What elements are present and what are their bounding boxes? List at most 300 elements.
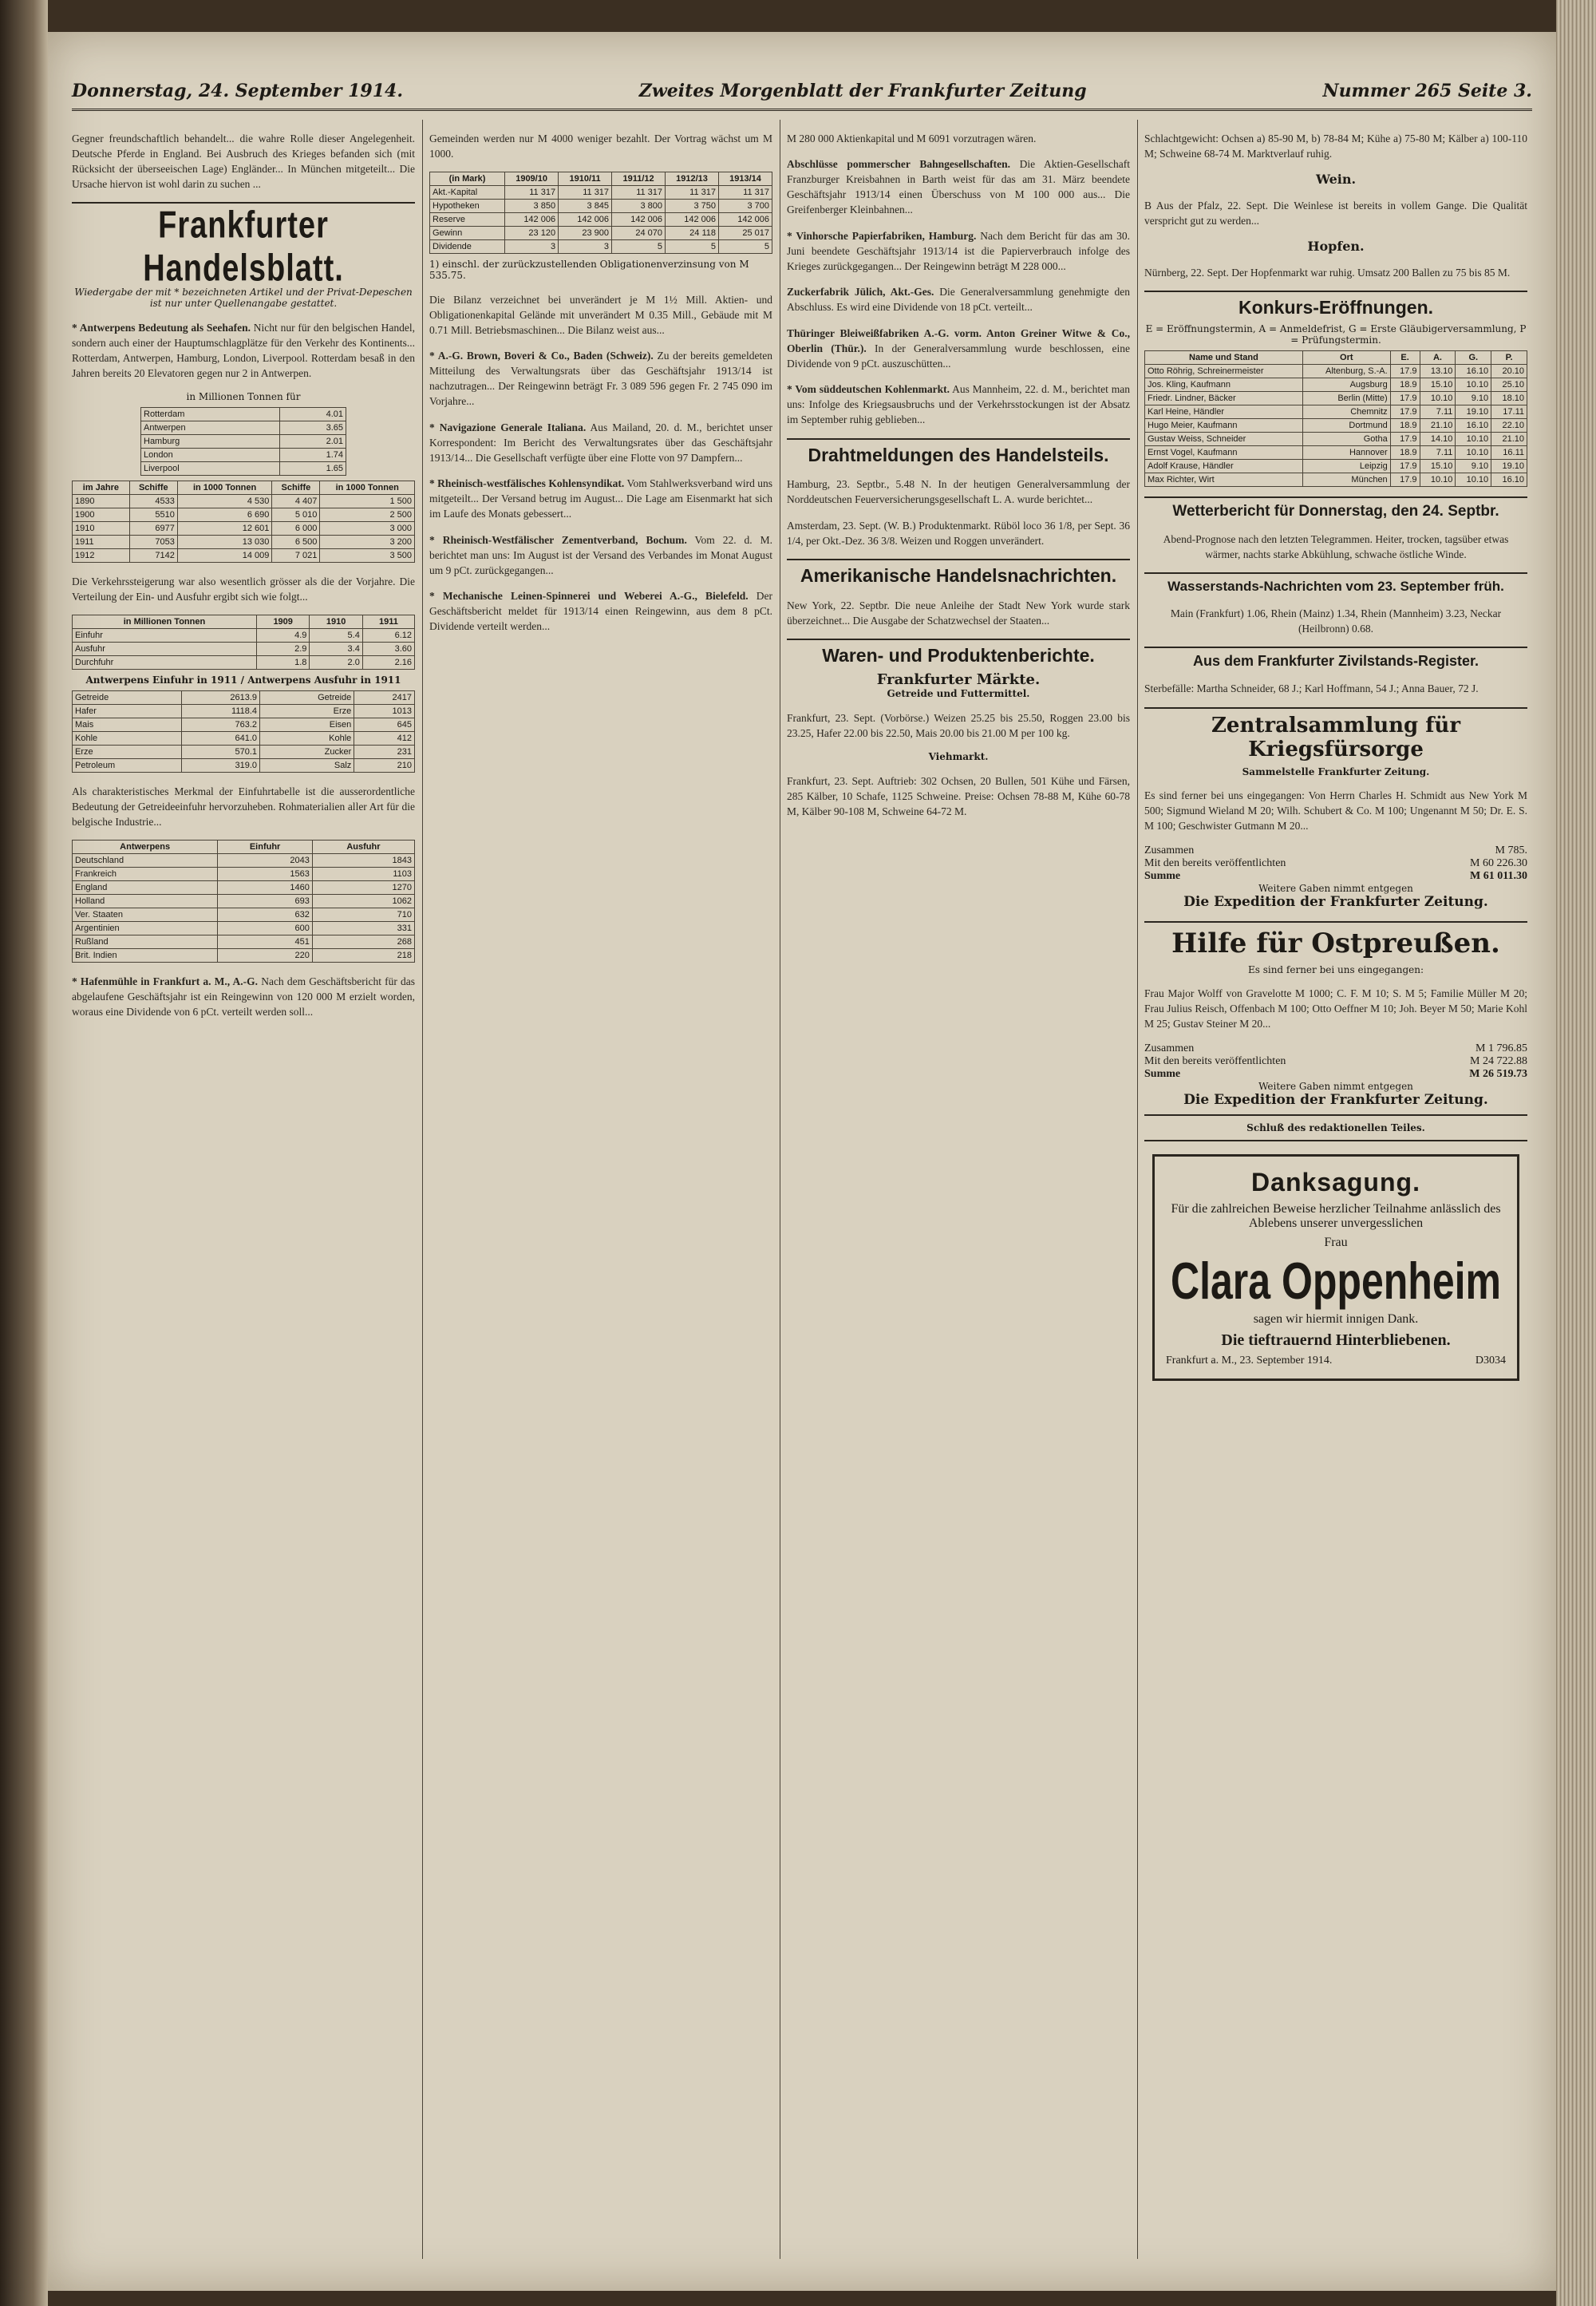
expedition-line: Die Expedition der Frankfurter Zeitung. [1183, 893, 1488, 910]
table-cell: 142 006 [612, 213, 666, 227]
table-cell: 1 500 [320, 495, 415, 508]
table-cell: 25 017 [718, 227, 772, 240]
article-text: Nürnberg, 22. Sept. Der Hopfenmarkt war ruhig. Umsatz 200 Ballen zu 75 bis 85 M. [1144, 266, 1511, 279]
table-cell: Mais [73, 718, 182, 732]
table-cell: 17.9 [1390, 365, 1420, 378]
article-text: B Aus der Pfalz, 22. Sept. Die Weinlese ist bereits in vollem Gange. Die Qualität verspricht gut zu werden... [1144, 199, 1527, 227]
table-cell: 1270 [312, 881, 414, 895]
table-cell: 3 750 [666, 200, 719, 213]
table-cell: Berlin (Mitte) [1302, 392, 1390, 405]
table-cell: 9.10 [1456, 460, 1491, 473]
table-cell: 3 200 [320, 536, 415, 549]
header-page: Nummer 265 Seite 3. [1322, 81, 1532, 101]
subsection-heading: Hopfen. [1307, 239, 1365, 254]
sum-row [1144, 857, 1527, 870]
article-text: Frau Major Wolff von Gravelotte M 1000; C. F. M 10; S. M 5; Familie Müller M 20; Frau Julius Reisch, Offenbach M 100; Otto Oeffner M 10; Joh. Beyer M 50; Marie Kohl M 25; Gustav Steiner M 20... [1144, 987, 1527, 1030]
table-cell: Adolf Krause, Händler [1145, 460, 1303, 473]
subsection-heading: Sammelstelle Frankfurter Zeitung. [1242, 765, 1430, 777]
sum-label: Summe [1144, 1067, 1181, 1080]
table-cell: 142 006 [666, 213, 719, 227]
table-cell: 19.10 [1491, 460, 1527, 473]
table-cell: 17.9 [1390, 405, 1420, 419]
table-cell: 23 900 [559, 227, 612, 240]
ad-text: Frau [1324, 1235, 1348, 1249]
sum-label: Zusammen [1144, 844, 1195, 856]
table-cell: 1460 [218, 881, 313, 895]
table-row [1145, 378, 1527, 392]
table-cell: 13 030 [177, 536, 272, 549]
article-heading: * Navigazione Generale Italiana. [429, 421, 587, 433]
article-text: Sterbefälle: Martha Schneider, 68 J.; Karl Hoffmann, 54 J.; Anna Bauer, 72 J. [1144, 682, 1479, 694]
table-cell: Rotterdam [141, 408, 280, 421]
article-text: Die Generalversammlung genehmigte den Abschluss. Es wird eine Dividende von 18 pCt. verteilt... [787, 286, 1130, 313]
page-header [72, 73, 1532, 111]
subsection-heading: Viehmarkt. [928, 751, 989, 762]
end-editorial-note: Schluß des redaktionellen Teiles. [1246, 1121, 1425, 1133]
table-cell: 710 [312, 908, 414, 922]
table-cell: Gotha [1302, 433, 1390, 446]
table-cell: 451 [218, 935, 313, 949]
table-cell: Durchfuhr [73, 656, 257, 670]
article-text: Main (Frankfurt) 1.06, Rhein (Mainz) 1.34, Rhein (Mannheim) 3.23, Neckar (Heilbronn) 0.68. [1170, 607, 1502, 635]
sum-row [1144, 1068, 1527, 1081]
page-stack-edge [1556, 0, 1596, 2306]
table-cell: 10.10 [1420, 473, 1456, 487]
article-text: New York, 22. Septbr. Die neue Anleihe der Stadt New York wurde stark überzeichnet... Die Ausgabe der Schatzwechsel der Staaten... [787, 599, 1130, 627]
article-text: Nach dem Bericht für das am 30. Juni beendete Geschäftsjahr 1913/14 ist die Papierverbrauch infolge des Krieges zurückgegangen... Der Reingewinn beträgt M 228 000... [787, 229, 1130, 272]
article-heading: * Rheinisch-westfälisches Kohlensyndikat. [429, 477, 625, 489]
table-header-cell: Antwerpens [73, 841, 218, 854]
table-caption: in Millionen Tonnen für [186, 391, 301, 402]
table-cell: 1.65 [280, 462, 346, 476]
table-header-cell: in Millionen Tonnen [73, 615, 257, 629]
balance-table [429, 172, 772, 254]
column-4 [1144, 120, 1527, 2259]
section-heading: Wasserstands-Nachrichten vom 23. September früh. [1144, 572, 1527, 595]
table-cell: Hypotheken [430, 200, 505, 213]
table-row [73, 656, 415, 670]
table-header-cell: 1909 [256, 615, 309, 629]
table-cell: 18.9 [1390, 419, 1420, 433]
sum-label: Mit den bereits veröffentlichten [1144, 1054, 1286, 1067]
table-cell: Gustav Weiss, Schneider [1145, 433, 1303, 446]
article-text: Gegner freundschaftlich behandelt... die wahre Rolle dieser Angelegenheit. Deutsche Pferde in England. Bei Ausbruch des Krieges befanden sich (mit Rücksicht der überseeischen Lage) Engländer... In München mitgeteilt... Die Ursache hiervon ist wohl darin zu suchen ... [72, 132, 415, 190]
column-3 [787, 120, 1130, 2259]
table-cell: Eisen [260, 718, 354, 732]
table-header-cell: Einfuhr [218, 841, 313, 854]
table-cell: 16.10 [1456, 419, 1491, 433]
table-cell: Hugo Meier, Kaufmann [1145, 419, 1303, 433]
section-heading: Aus dem Frankfurter Zivilstands-Register. [1144, 647, 1527, 670]
table-row [1145, 365, 1527, 378]
column-2 [429, 120, 772, 2259]
table-cell: 6 500 [272, 536, 320, 549]
table-cell: 3.4 [310, 643, 362, 656]
table-cell: 1013 [354, 705, 415, 718]
sum-value: M 1 796.85 [1476, 1042, 1527, 1054]
section-heading: Waren- und Produktenberichte. [787, 639, 1130, 666]
table-row [1145, 460, 1527, 473]
table-row [73, 908, 415, 922]
column-1 [72, 120, 415, 2259]
table-cell: 18.10 [1491, 392, 1527, 405]
table-cell: 19.10 [1456, 405, 1491, 419]
table-cell: 21.10 [1420, 419, 1456, 433]
table-row [73, 759, 415, 773]
article-text: Die Bilanz verzeichnet bei unverändert je M 1½ Mill. Aktien- und Obligationenkapital Gelände mit unverändert M 0.35 Mill., Gebäude mit M 0.71 Mill. Betriebsmaschinen... Die Bilanz weist aus... [429, 293, 772, 336]
table-row [430, 213, 772, 227]
table-header-cell: P. [1491, 351, 1527, 365]
table-header-cell: Name und Stand [1145, 351, 1303, 365]
table-cell: 10.10 [1456, 473, 1491, 487]
section-masthead: Frankfurter Handelsblatt. [143, 204, 344, 290]
table-cell: 16.11 [1491, 446, 1527, 460]
table-cell: 231 [354, 746, 415, 759]
table-row [141, 435, 346, 449]
table-header-cell: Ausfuhr [312, 841, 414, 854]
table-cell: 1118.4 [182, 705, 260, 718]
table-cell: 4.01 [280, 408, 346, 421]
table-cell: 1103 [312, 868, 414, 881]
table-cell: 10.10 [1456, 433, 1491, 446]
table-cell: 5 [666, 240, 719, 254]
table-cell: 12 601 [177, 522, 272, 536]
table-row [73, 549, 415, 563]
section-heading: Hilfe für Ostpreußen. [1144, 921, 1527, 959]
table-row [73, 629, 415, 643]
table-cell: 1.74 [280, 449, 346, 462]
article-heading: * Mechanische Leinen-Spinnerei und Weberei A.-G., Bielefeld. [429, 590, 749, 602]
table-row [1145, 419, 1527, 433]
table-cell: 2613.9 [182, 691, 260, 705]
table-cell: 17.9 [1390, 433, 1420, 446]
table-cell: 17.9 [1390, 392, 1420, 405]
table-cell: 6 690 [177, 508, 272, 522]
table-cell: Erze [73, 746, 182, 759]
article-heading: * Antwerpens Bedeutung als Seehafen. [72, 321, 251, 334]
table-cell: 7.11 [1420, 446, 1456, 460]
table-cell: Brit. Indien [73, 949, 218, 963]
table-cell: 2.01 [280, 435, 346, 449]
table-row [73, 718, 415, 732]
sum-row [1144, 1042, 1527, 1055]
ad-text: sagen wir hiermit innigen Dank. [1253, 1311, 1419, 1326]
table-cell: 6 000 [272, 522, 320, 536]
article-text: Nach dem Geschäftsbericht für das abgelaufene Geschäftsjahr ist ein Reingewinn von 120 000 M erzielt worden, woraus eine Dividende von 6 pCt. verteilt werden soll... [72, 975, 415, 1018]
article-text: Schlachtgewicht: Ochsen a) 85-90 M, b) 78-84 M; Kühe a) 75-80 M; Kälber a) 100-110 M; Schweine 68-74 M. Marktverlauf ruhig. [1144, 132, 1527, 160]
ad-text: Für die zahlreichen Beweise herzlicher Teilnahme anlässlich des Ablebens unserer unvergesslichen [1171, 1201, 1501, 1230]
table-cell: 632 [218, 908, 313, 922]
table-cell: Petroleum [73, 759, 182, 773]
table-cell: 3 800 [612, 200, 666, 213]
table-cell: Jos. Kling, Kaufmann [1145, 378, 1303, 392]
table-cell: Ausfuhr [73, 643, 257, 656]
table-header-cell: A. [1420, 351, 1456, 365]
table-cell: 2043 [218, 854, 313, 868]
table-cell: Getreide [73, 691, 182, 705]
table-cell: 331 [312, 922, 414, 935]
antwerp-traffic-table [72, 481, 415, 563]
table-cell: 5.4 [310, 629, 362, 643]
table-cell: Deutschland [73, 854, 218, 868]
table-cell: 11 317 [718, 186, 772, 200]
article-heading: * Rheinisch-Westfälischer Zementverband, Bochum. [429, 533, 687, 546]
table-cell: 412 [354, 732, 415, 746]
section-subtitle: Wiedergabe der mit * bezeichneten Artikel und der Privat-Depeschen ist nur unter Quellenangabe gestattet. [74, 287, 413, 309]
table-cell: 1911 [73, 536, 130, 549]
table-cell: 641.0 [182, 732, 260, 746]
table-cell: Einfuhr [73, 629, 257, 643]
table-cell: 210 [354, 759, 415, 773]
table-row [73, 895, 415, 908]
table-header-cell: 1911 [362, 615, 414, 629]
table-cell: 17.9 [1390, 473, 1420, 487]
table-row [1145, 433, 1527, 446]
table-cell: 6.12 [362, 629, 414, 643]
table-row [73, 854, 415, 868]
table-header-cell: Schiffe [272, 481, 320, 495]
article-heading: Thüringer Bleiweißfabriken A.-G. vorm. Anton Greiner Witwe & Co., Oberlin (Thür.). [787, 326, 1130, 354]
table-cell: 17.11 [1491, 405, 1527, 419]
table-cell: 10.10 [1456, 446, 1491, 460]
table-cell: Frankreich [73, 868, 218, 881]
table-cell: 16.10 [1491, 473, 1527, 487]
table-cell: 2417 [354, 691, 415, 705]
table-cell: 693 [218, 895, 313, 908]
ad-date: Frankfurt a. M., 23. September 1914. [1166, 1354, 1333, 1367]
table-cell: 15.10 [1420, 378, 1456, 392]
article-text: In der Generalversammlung wurde beschlossen, eine Dividende von 9 pCt. auszuschütten... [787, 342, 1130, 370]
header-date: Donnerstag, 24. September 1914. [72, 81, 403, 101]
table-row [73, 522, 415, 536]
table-cell: London [141, 449, 280, 462]
table-caption: Antwerpens Einfuhr in 1911 / Antwerpens Ausfuhr in 1911 [85, 674, 401, 686]
table-row [430, 227, 772, 240]
table-cell: 220 [218, 949, 313, 963]
table-cell: Erze [260, 705, 354, 718]
article-text: Amsterdam, 23. Sept. (W. B.) Produktenmarkt. Rüböl loco 36 1/8, per Sept. 36 1/4, per Okt.-Dez. 36 3/8. Weizen und Roggen unverändert. [787, 519, 1130, 547]
table-cell: München [1302, 473, 1390, 487]
table-cell: Zucker [260, 746, 354, 759]
article-text: Nicht nur für den belgischen Handel, sondern auch einer der Hauptumschlagplätze für den Verkehr des Kontinents... Rotterdam, Antwerpen, Hamburg, London, Liverpool. Rotterdam besaß in den Jahren bereits 20 Elevatoren gegen nur 2 in Antwerpen. [72, 321, 415, 379]
table-row [73, 746, 415, 759]
table-cell: 3 700 [718, 200, 772, 213]
article-text: Die Verkehrssteigerung war also wesentlich grösser als die der Vorjahre. Die Verteilung der Ein- und Ausfuhr ergibt sich wie folgt... [72, 575, 415, 603]
table-cell: 268 [312, 935, 414, 949]
table-cell: 11 317 [559, 186, 612, 200]
table-cell: 3 500 [320, 549, 415, 563]
table-cell: 9.10 [1456, 392, 1491, 405]
article-text: M 280 000 Aktienkapital und M 6091 vorzutragen wären. [787, 132, 1037, 144]
table-cell: Liverpool [141, 462, 280, 476]
table-cell: 15.10 [1420, 460, 1456, 473]
table-cell: 10.10 [1456, 378, 1491, 392]
table-cell: 11 317 [505, 186, 559, 200]
table-header-cell: in 1000 Tonnen [177, 481, 272, 495]
table-cell: Ver. Staaten [73, 908, 218, 922]
table-cell: 2.9 [256, 643, 309, 656]
section-heading: Drahtmeldungen des Handelsteils. [787, 438, 1130, 466]
sum-value: M 61 011.30 [1470, 869, 1527, 882]
table-row [73, 691, 415, 705]
article-text: Vom 22. d. M. berichtet man uns: Im August ist der Versand des Verbandes im Monat August um 9 pCt. zurückgegangen... [429, 533, 772, 576]
table-cell: 10.10 [1420, 392, 1456, 405]
note: Weitere Gaben nimmt entgegen [1258, 882, 1413, 894]
table-cell: Hamburg [141, 435, 280, 449]
subsection-heading: Getreide und Futtermittel. [887, 688, 1030, 699]
article-text: Frankfurt, 23. Sept. Auftrieb: 302 Ochsen, 20 Bullen, 501 Kühe und Färsen, 285 Kälber, 10 Schafe, 1125 Schweine. Preise: Ochsen 78-88 M, Kühe 60-78 M, Kälber 90-108 M, Schweine 64-72 M. [787, 774, 1130, 817]
table-cell: 142 006 [559, 213, 612, 227]
table-cell: 1910 [73, 522, 130, 536]
table-row [73, 935, 415, 949]
note: Weitere Gaben nimmt entgegen [1258, 1080, 1413, 1092]
article-heading: * Hafenmühle in Frankfurt a. M., A.-G. [72, 975, 259, 987]
table-header-cell: im Jahre [73, 481, 130, 495]
table-cell: 142 006 [718, 213, 772, 227]
sum-label: Summe [1144, 869, 1181, 882]
section-heading: Amerikanische Handelsnachrichten. [787, 559, 1130, 587]
table-cell: 7053 [129, 536, 177, 549]
table-row [141, 421, 346, 435]
table-cell: 3 850 [505, 200, 559, 213]
table-row [73, 922, 415, 935]
table-cell: 2.16 [362, 656, 414, 670]
table-cell: Getreide [260, 691, 354, 705]
table-cell: 20.10 [1491, 365, 1527, 378]
table-cell: 18.9 [1390, 446, 1420, 460]
table-row [430, 240, 772, 254]
subsection-heading: Es sind ferner bei uns eingegangen: [1247, 963, 1424, 975]
import-export-table [72, 690, 415, 773]
column-rule [1137, 120, 1138, 2259]
table-row [73, 508, 415, 522]
table-header-cell: G. [1456, 351, 1491, 365]
table-cell: 763.2 [182, 718, 260, 732]
table-cell: Antwerpen [141, 421, 280, 435]
sum-value: M 24 722.88 [1470, 1054, 1527, 1067]
table-cell: Holland [73, 895, 218, 908]
table-cell: 2.0 [310, 656, 362, 670]
table-cell: 21.10 [1491, 433, 1527, 446]
table-cell: 645 [354, 718, 415, 732]
table-cell: 600 [218, 922, 313, 935]
ad-name: Clara Oppenheim [1171, 1252, 1501, 1310]
ad-signature: Die tieftrauernd Hinterbliebenen. [1221, 1331, 1451, 1349]
column-rule [422, 120, 423, 2259]
table-cell: 4533 [129, 495, 177, 508]
table-row [73, 881, 415, 895]
article-heading: * Vinhorsche Papierfabriken, Hamburg. [787, 229, 977, 242]
article-heading: Zuckerfabrik Jülich, Akt.-Ges. [787, 286, 934, 298]
table-cell: England [73, 881, 218, 895]
table-row [73, 732, 415, 746]
table-cell: Kohle [73, 732, 182, 746]
table-header-cell: Schiffe [129, 481, 177, 495]
sum-row [1144, 870, 1527, 883]
table-cell: Chemnitz [1302, 405, 1390, 419]
table-cell: Friedr. Lindner, Bäcker [1145, 392, 1303, 405]
article-text: Frankfurt, 23. Sept. (Vorbörse.) Weizen 25.25 bis 25.50, Roggen 23.00 bis 23.25, Hafer 22.00 bis 22.50, Mais 20.00 bis 21.00 M per 100 kg. [787, 711, 1130, 739]
article-text: Als charakteristisches Merkmal der Einfuhrtabelle ist die ausserordentliche Bedeutung der Getreideeinfuhr hervorzuheben. Rohmaterialien aller Art für die belgische Industrie... [72, 785, 415, 828]
table-cell: 570.1 [182, 746, 260, 759]
sum-row [1144, 844, 1527, 857]
table-row [1145, 446, 1527, 460]
table-note: 1) einschl. der zurückzustellenden Obligationenverzinsung von M 535.75. [429, 259, 749, 281]
section-heading: Wetterbericht für Donnerstag, den 24. Septbr. [1144, 496, 1527, 520]
table-cell: Hannover [1302, 446, 1390, 460]
subsection-heading: Frankfurter Märkte. [876, 671, 1041, 688]
table-cell: Akt.-Kapital [430, 186, 505, 200]
table-cell: 11 317 [666, 186, 719, 200]
table-cell: 1843 [312, 854, 414, 868]
table-cell: Kohle [260, 732, 354, 746]
table-header-cell: 1913/14 [718, 172, 772, 186]
table-cell: 6977 [129, 522, 177, 536]
table-cell: Argentinien [73, 922, 218, 935]
ad-code: D3034 [1475, 1354, 1506, 1367]
ad-title: Danksagung. [1251, 1167, 1420, 1197]
sum-label: Zusammen [1144, 1042, 1195, 1054]
table-cell: 3 845 [559, 200, 612, 213]
table-cell: 319.0 [182, 759, 260, 773]
table-row [73, 536, 415, 549]
article-text: Es sind ferner bei uns eingegangen: Von Herrn Charles H. Schmidt aus New York M 500; Sigmund Wieland M 20; Wilh. Schubert & Co. M 100; Ungenannt M 50; Dr. E. S. M 100; Geschwister Gutmann M 20... [1144, 789, 1527, 832]
countries-table [72, 840, 415, 963]
table-header-cell: in 1000 Tonnen [320, 481, 415, 495]
header-title: Zweites Morgenblatt der Frankfurter Zeitung [638, 81, 1087, 101]
subsection-heading: Wein. [1315, 172, 1357, 187]
sum-label: Mit den bereits veröffentlichten [1144, 856, 1286, 869]
table-cell: 2 500 [320, 508, 415, 522]
table-cell: 11 317 [612, 186, 666, 200]
table-cell: 14 009 [177, 549, 272, 563]
table-cell: Otto Röhrig, Schreinermeister [1145, 365, 1303, 378]
table-cell: 4 530 [177, 495, 272, 508]
table-cell: Dortmund [1302, 419, 1390, 433]
table-row [141, 462, 346, 476]
table-cell: 5 [718, 240, 772, 254]
table-cell: 3 000 [320, 522, 415, 536]
article-heading: * A.-G. Brown, Boveri & Co., Baden (Schweiz). [429, 350, 654, 362]
table-cell: Leipzig [1302, 460, 1390, 473]
table-cell: 25.10 [1491, 378, 1527, 392]
article-text: Abend-Prognose nach den letzten Telegrammen. Heiter, trocken, tagsüber etwas wärmer, nachts starke Abkühlung, schwache östliche Winde. [1163, 532, 1509, 560]
table-cell: 7.11 [1420, 405, 1456, 419]
table-cell: 1912 [73, 549, 130, 563]
table-header-cell: Ort [1302, 351, 1390, 365]
table-row [141, 408, 346, 421]
table-row [73, 868, 415, 881]
article-text: Der Geschäftsbericht meldet für 1913/14 einen Reingewinn, aus dem 8 pCt. Dividende verteilt werden... [429, 590, 772, 632]
table-cell: 1062 [312, 895, 414, 908]
article-text: Aus Mailand, 20. d. M., berichtet unser Korrespondent: Im Bericht des Verwaltungsrates über das Geschäftsjahr 1913/14... Die Gesellschaft verfügte über eine Flotte von 97 Dampfern... [429, 421, 772, 464]
table-cell: 3 [559, 240, 612, 254]
divider [1144, 1140, 1527, 1141]
divider [72, 202, 415, 204]
table-header-cell: 1910/11 [559, 172, 612, 186]
article-heading: * Vom süddeutschen Kohlenmarkt. [787, 383, 950, 395]
table-row [430, 186, 772, 200]
table-cell: Dividende [430, 240, 505, 254]
table-cell: 1563 [218, 868, 313, 881]
table-cell: Max Richter, Wirt [1145, 473, 1303, 487]
table-header-cell: (in Mark) [430, 172, 505, 186]
table-cell: 4.9 [256, 629, 309, 643]
table-cell: 5510 [129, 508, 177, 522]
expedition-line: Die Expedition der Frankfurter Zeitung. [1183, 1091, 1488, 1108]
sum-value: M 785. [1495, 844, 1527, 856]
article-text: Aus Mannheim, 22. d. M., berichtet man uns: Infolge des Kriegsausbruchs und der Verkehrsstockungen ist der Absatz im September ruhig geblieben... [787, 383, 1130, 425]
